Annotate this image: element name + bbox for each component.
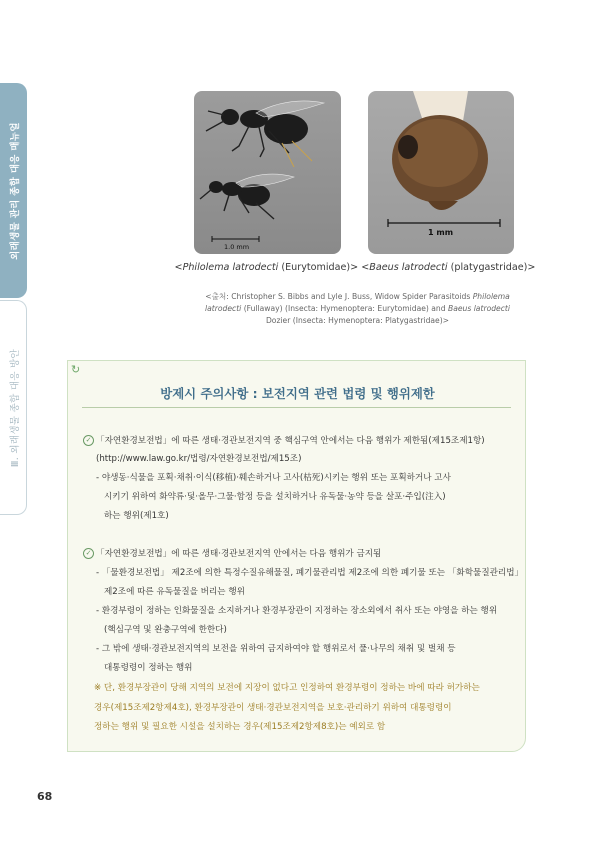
source-species: Baeus latrodecti bbox=[447, 304, 510, 314]
check-circle-icon: ✓ bbox=[83, 548, 94, 559]
figure-caption: <Philolema latrodecti (Eurytomidae)> <Baeus latrodecti (platygastridae)> bbox=[174, 262, 536, 273]
notice-line: (http://www.law.go.kr/법령/자연환경보전법/제15조) bbox=[96, 454, 302, 464]
notice-line: 하는 행위(제1호) bbox=[104, 511, 169, 521]
source-species: Philolema bbox=[472, 292, 510, 301]
source-species: latrodecti bbox=[205, 304, 242, 314]
photo-philolema bbox=[194, 91, 341, 254]
wasp-illustration bbox=[194, 91, 341, 254]
notice-line bbox=[83, 547, 381, 559]
notice-text: 「자연환경보전법」에 따른 생태·경관보전지역 중 핵심구역 안에서는 다음 행위가 제한됨(제15조제1항) bbox=[96, 436, 485, 446]
notice-line: - 야생동·식물을 포획·채취·이식(移植)·훼손하거나 고사(枯死)시키는 행위 또는 포획하거나 고사 bbox=[96, 473, 451, 483]
notice-line bbox=[83, 434, 485, 446]
check-circle-icon: ✓ bbox=[83, 435, 94, 446]
notice-exception-line: 경우(제15조제2항제4호), 환경부장관이 생태·경관보전지역을 보호·관리하기 위하여 대통령령이 bbox=[94, 703, 452, 713]
notice-title: 방제시 주의사항 : 보전지역 관련 법령 및 행위제한 bbox=[160, 386, 435, 401]
scale-bar-label-left: 1.0 mm bbox=[224, 243, 250, 251]
caption-left-family: (Eurytomidae) bbox=[281, 262, 351, 273]
source-text: Dozier (Insecta: Hymenoptera: Platygastridae)> bbox=[265, 316, 450, 326]
notice-line: - 그 밖에 생태·경관보전지역의 보전을 위하여 금지하여야 할 행위로서 풀·나무의 채취 및 벌채 등 bbox=[96, 644, 456, 654]
divider bbox=[82, 407, 511, 408]
page-number: 68 bbox=[37, 790, 53, 803]
side-tab-section[interactable] bbox=[0, 300, 27, 515]
caption-left-species: Philolema latrodecti bbox=[182, 262, 279, 273]
notice-line: (핵심구역 및 완충구역에 한한다) bbox=[104, 625, 227, 635]
side-tab-section-label: Ⅲ. 외래생물 종합 대응 방안 bbox=[9, 348, 21, 467]
notice-exception-line: ※ 단, 환경부장관이 당해 지역의 보전에 지장이 없다고 인정하여 환경부령이 정하는 바에 따라 허가하는 bbox=[94, 683, 480, 693]
notice-box bbox=[67, 360, 526, 752]
side-tab-manual-label: 외래생물 관리 종합 대응 매뉴얼 bbox=[9, 121, 21, 260]
notice-line: 대통령령이 정하는 행위 bbox=[104, 663, 193, 673]
notice-line: - 환경부령이 정하는 인화물질을 소지하거나 환경부장관이 지정하는 장소외에서 취사 또는 야영을 하는 행위 bbox=[96, 606, 498, 616]
figure-source bbox=[185, 291, 530, 328]
caption-right-species: Baeus latrodecti bbox=[369, 262, 448, 273]
source-text: <출처: Christopher S. Bibbs and Lyle J. Buss, Widow Spider Parasitoids bbox=[205, 292, 473, 301]
caption-right-family: (platygastridae) bbox=[450, 262, 528, 273]
refresh-icon: ↻ bbox=[71, 363, 81, 376]
source-text: (Fullaway) (Insecta: Hymenoptera: Eurytomidae) and bbox=[241, 304, 448, 314]
photo-baeus bbox=[368, 91, 514, 254]
side-tab-manual[interactable] bbox=[0, 83, 27, 298]
notice-line: 제2조에 따른 유독물질을 버리는 행위 bbox=[104, 587, 245, 597]
notice-line: 시키기 위하여 화약류·덫·올무·그물·함정 등을 설치하거나 유독물·농약 등을 살포·주입(注入) bbox=[104, 492, 446, 502]
notice-exception-line: 정하는 행위 및 필요한 시설을 설치하는 경우(제15조제2항제8호)는 예외로 함 bbox=[94, 722, 386, 732]
notice-line: - 「물환경보전법」 제2조에 의한 특정수질유해물질, 폐기물관리법 제2조에 의한 폐기물 또는 「화학물질관리법」 bbox=[96, 568, 524, 578]
scale-bar-label-right: 1 mm bbox=[428, 228, 454, 237]
notice-text: 「자연환경보전법」에 따른 생태·경관보전지역 안에서는 다음 행위가 금지됨 bbox=[96, 549, 382, 559]
